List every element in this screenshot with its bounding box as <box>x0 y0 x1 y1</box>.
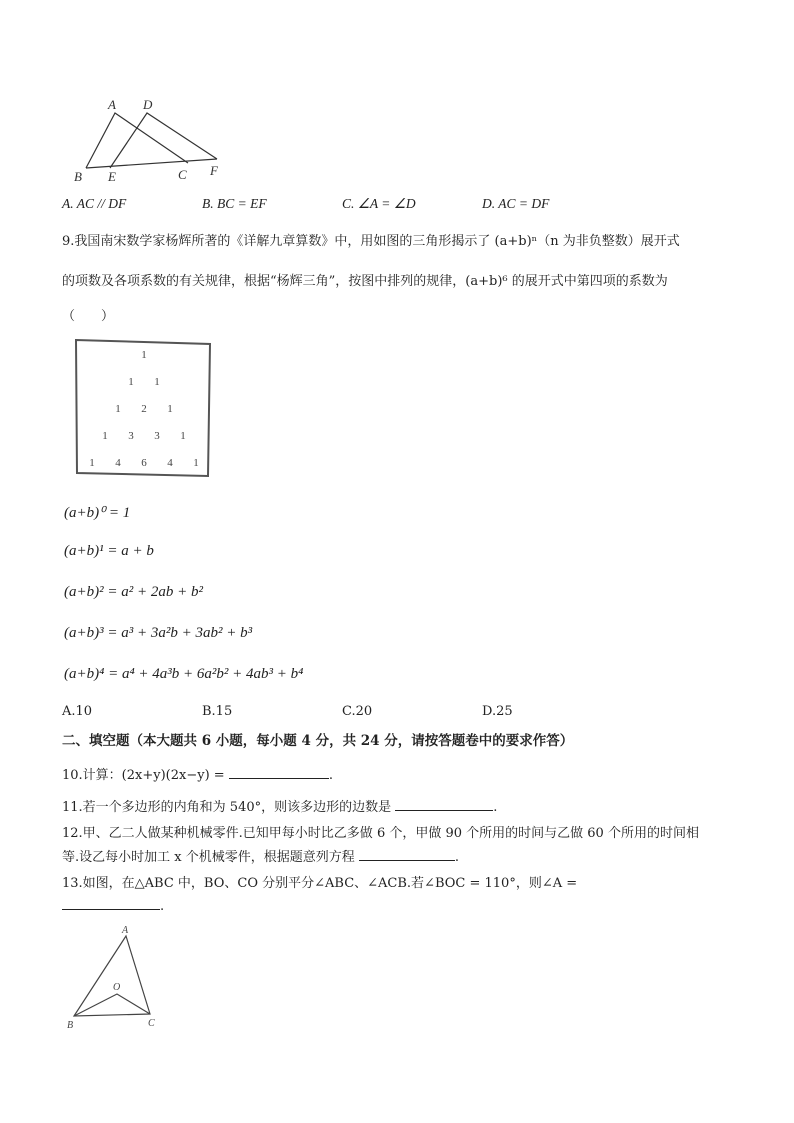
q12-text: 等.设乙每小时加工 x 个机械零件，根据题意列方程 <box>62 850 355 865</box>
q9-options <box>62 704 722 724</box>
triangle-number: 1 <box>89 457 95 469</box>
triangle-number: 1 <box>193 457 199 469</box>
q12-line2 <box>62 846 459 865</box>
expansion-1: (a+b)¹ = a + b <box>64 543 154 559</box>
q9-option-d: D.25 <box>482 704 513 719</box>
q11-period: . <box>493 800 498 815</box>
q13-line1: 13.如图，在△ABC 中，BO、CO 分别平分∠ABC、∠ACB.若∠BOC = 110°，则∠A = <box>62 876 578 891</box>
q9-line2: 的项数及各项系数的有关规律，根据“杨辉三角”，按图中排列的规律，(a+b)⁶ 的展开式中第四项的系数为 <box>62 274 668 289</box>
q8-option-d: D. AC = DF <box>482 196 550 211</box>
triangle-number: 1 <box>154 376 160 388</box>
label-A: A <box>122 925 129 936</box>
q9-option-b: B.15 <box>202 704 233 719</box>
q13-period: . <box>160 899 165 914</box>
expansion-0: (a+b)⁰ = 1 <box>64 505 131 521</box>
q13-answer-blank[interactable] <box>62 897 160 910</box>
triangle-number: 4 <box>167 457 173 469</box>
label-O: O <box>113 982 121 993</box>
label-E: E <box>108 169 116 184</box>
q11-answer-blank[interactable] <box>395 798 493 811</box>
q8-option-c: C. ∠A = ∠D <box>342 196 416 211</box>
q12-period: . <box>454 850 460 865</box>
triangle-number: 1 <box>115 403 121 415</box>
label-F: F <box>210 163 218 178</box>
q8-option-a: A. AC // DF <box>62 196 127 211</box>
triangle-number: 3 <box>154 430 160 442</box>
q9-line3: （ ） <box>62 309 115 324</box>
triangle-number: 1 <box>167 403 173 415</box>
q10-period: . <box>328 768 333 783</box>
label-D: D <box>143 97 153 112</box>
triangle-number: 1 <box>141 349 147 361</box>
triangle-number: 3 <box>128 430 134 442</box>
q12-line1: 12.甲、乙二人做某种机械零件.已知甲每小时比乙多做 6 个，甲做 90 个所用的时间与乙做 60 个所用的时间相 <box>62 826 699 841</box>
label-B: B <box>67 1020 74 1031</box>
q9-option-a: A.10 <box>62 704 93 719</box>
section2-title: 二、填空题（本大题共 6 小题，每小题 4 分，共 24 分，请按答题卷中的要求作答） <box>62 733 574 749</box>
q8-option-b: B. BC = EF <box>202 196 267 211</box>
q9-option-c: C.20 <box>342 704 373 719</box>
q10-answer-blank[interactable] <box>229 766 329 779</box>
label-A: A <box>108 97 116 112</box>
q8-options <box>62 196 722 216</box>
triangle-figure-q13 <box>62 922 172 1034</box>
triangle-figure-q8 <box>62 95 232 185</box>
label-B: B <box>74 169 82 184</box>
expansion-2: (a+b)² = a² + 2ab + b² <box>64 584 203 600</box>
triangle-number: 2 <box>141 403 147 415</box>
triangle-number: 1 <box>128 376 134 388</box>
yanghui-triangle-figure <box>74 338 212 478</box>
triangle-number: 1 <box>102 430 108 442</box>
expansion-3: (a+b)³ = a³ + 3a²b + 3ab² + b³ <box>64 625 253 641</box>
q10-text: 10.计算：(2x+y)(2x−y) = <box>62 768 225 783</box>
q12-answer-blank[interactable] <box>359 848 455 861</box>
triangle-number: 4 <box>115 457 121 469</box>
q10 <box>62 764 333 783</box>
q9-line1: 9.我国南宋数学家杨辉所著的《详解九章算数》中，用如图的三角形揭示了 (a+b)ⁿ（n 为非负整数）展开式 <box>62 234 680 249</box>
q13-line2 <box>62 897 164 914</box>
label-C: C <box>148 1018 155 1029</box>
triangle-number: 1 <box>180 430 186 442</box>
q11-text: 11.若一个多边形的内角和为 540°，则该多边形的边数是 <box>62 800 392 815</box>
expansion-4: (a+b)⁴ = a⁴ + 4a³b + 6a²b² + 4ab³ + b⁴ <box>64 666 304 682</box>
label-C: C <box>178 167 187 182</box>
q11 <box>62 796 497 815</box>
triangle-number: 6 <box>141 457 147 469</box>
